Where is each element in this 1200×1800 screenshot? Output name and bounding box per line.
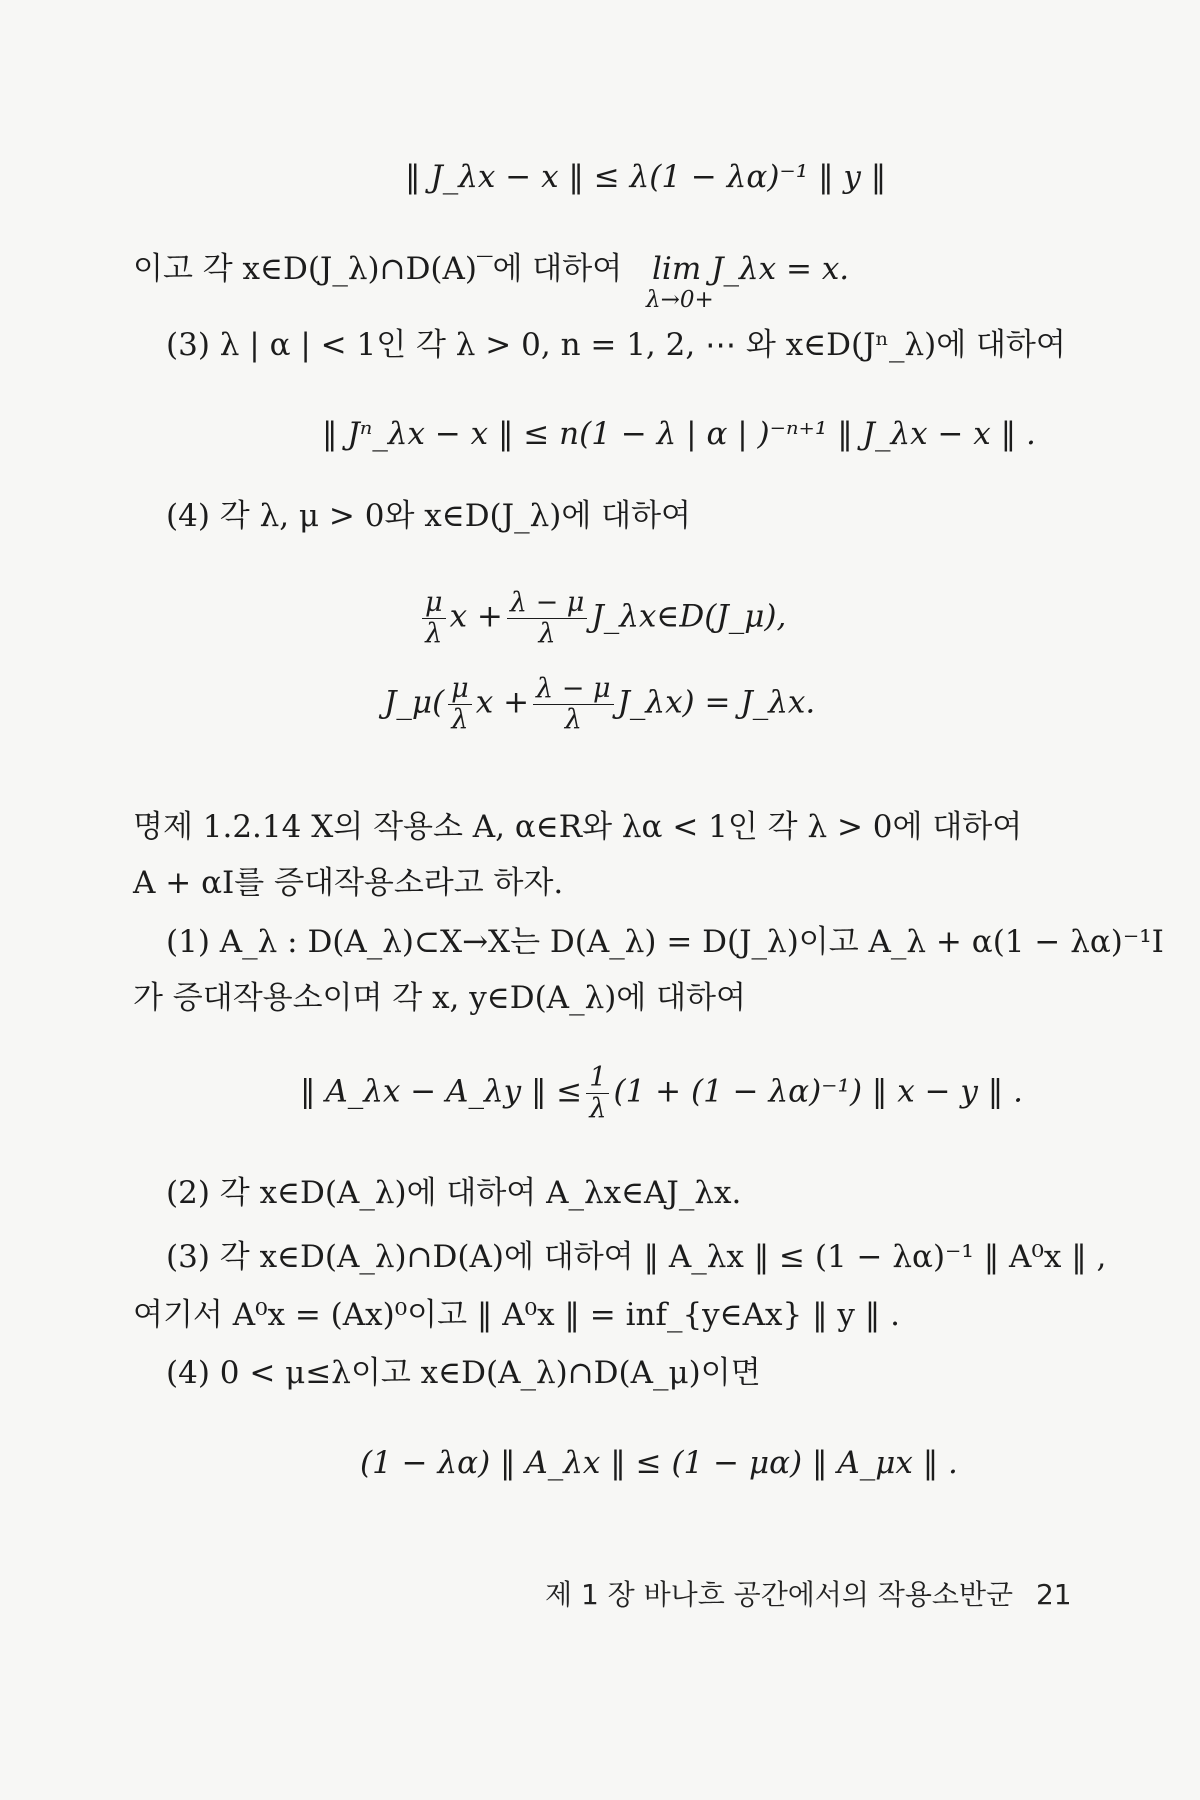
resolvent-identity-1: $\frac{\mu}{\lambda}$ x + $\frac{\lambda - \mu}{\lambda}$ J_λx∈D(J_μ), [418,588,786,648]
fraction-mu-over-lambda-2: $\frac{\mu}{\lambda}$ [448,674,472,734]
part-3-line-1: (3) 각 x∈D(A_λ)∩D(A)에 대하여 ‖ A_λx ‖ ≤ (1 − λα)⁻¹ ‖ A⁰x ‖ , [166,1239,1107,1275]
item-3-statement: (3) λ | α | < 1인 각 λ > 0, n = 1, 2, ⋯ 와 x∈D(Jⁿ_λ)에 대하여 [166,327,1066,363]
resolvent-identity-1-tail: J_λx∈D(J_μ), [591,598,787,635]
part-3-line-2: 여기서 A⁰x = (Ax)⁰이고 ‖ A⁰x ‖ = inf_{y∈Ax} ‖ y ‖ . [133,1297,901,1333]
proposition-assumption: A + αI를 증대작용소라고 하자. [133,865,564,901]
part-2: (2) 각 x∈D(A_λ)에 대하여 A_λx∈AJ_λx. [166,1175,742,1211]
page-footer [545,1573,1072,1613]
fraction-lambda-minus-mu-over-lambda-2: $\frac{\lambda - \mu}{\lambda}$ [533,674,613,734]
fraction-one-over-lambda: $\frac{1}{\lambda}$ [586,1063,609,1123]
limit-condition: λ→0+ [646,287,714,313]
limit-expression: lim J_λx = x. [652,251,850,287]
resolvent-identity-2: J_μ( $\frac{\mu}{\lambda}$ x + $\frac{\lambda - \mu}{\lambda}$ J_λx) = J_λx. [384,673,816,735]
limit-statement [133,252,622,286]
equation-power-bound: ‖ Jⁿ_λx − x ‖ ≤ n(1 − λ | α | )⁻ⁿ⁺¹ ‖ J_λx − x ‖ . [322,416,1036,452]
resolvent-identity-2-tail: J_λx) = J_λx. [617,684,816,721]
part-1-line-2: 가 증대작용소이며 각 x, y∈D(A_λ)에 대하여 [133,980,746,1016]
equation-resolvent-bound: ‖ J_λx − x ‖ ≤ λ(1 − λα)⁻¹ ‖ y ‖ [405,159,887,195]
fraction-lambda-minus-mu-over-lambda: $\frac{\lambda - \mu}{\lambda}$ [507,588,587,648]
limit-statement-text: 이고 각 x∈D(J_λ)∩D(A)‾에 대하여 [133,251,623,287]
equation-monotone: (1 − λα) ‖ A_λx ‖ ≤ (1 − μα) ‖ A_μx ‖ . [360,1445,958,1481]
page-number: 21 [1035,1578,1072,1611]
equation-yosida-lipschitz: ‖ A_λx − A_λy ‖ ≤ $\frac{1}{\lambda}$ (1 + (1 − λα)⁻¹) ‖ x − y ‖ . [300,1062,1023,1124]
fraction-mu-over-lambda: $\frac{\mu}{\lambda}$ [422,588,446,648]
proposition-heading: 명제 1.2.14 X의 작용소 A, α∈R와 λα < 1인 각 λ > 0에 대하여 [133,809,1023,845]
part-4: (4) 0 < μ≤λ이고 x∈D(A_λ)∩D(A_μ)이면 [166,1355,761,1391]
item-4-statement: (4) 각 λ, μ > 0와 x∈D(J_λ)에 대하여 [166,498,691,534]
chapter-title: 제 1 장 바나흐 공간에서의 작용소반군 [545,1578,1014,1611]
part-1-line-1: (1) A_λ : D(A_λ)⊂X→X는 D(A_λ) = D(J_λ)이고 A_λ + α(1 − λα)⁻¹I [166,924,1164,960]
